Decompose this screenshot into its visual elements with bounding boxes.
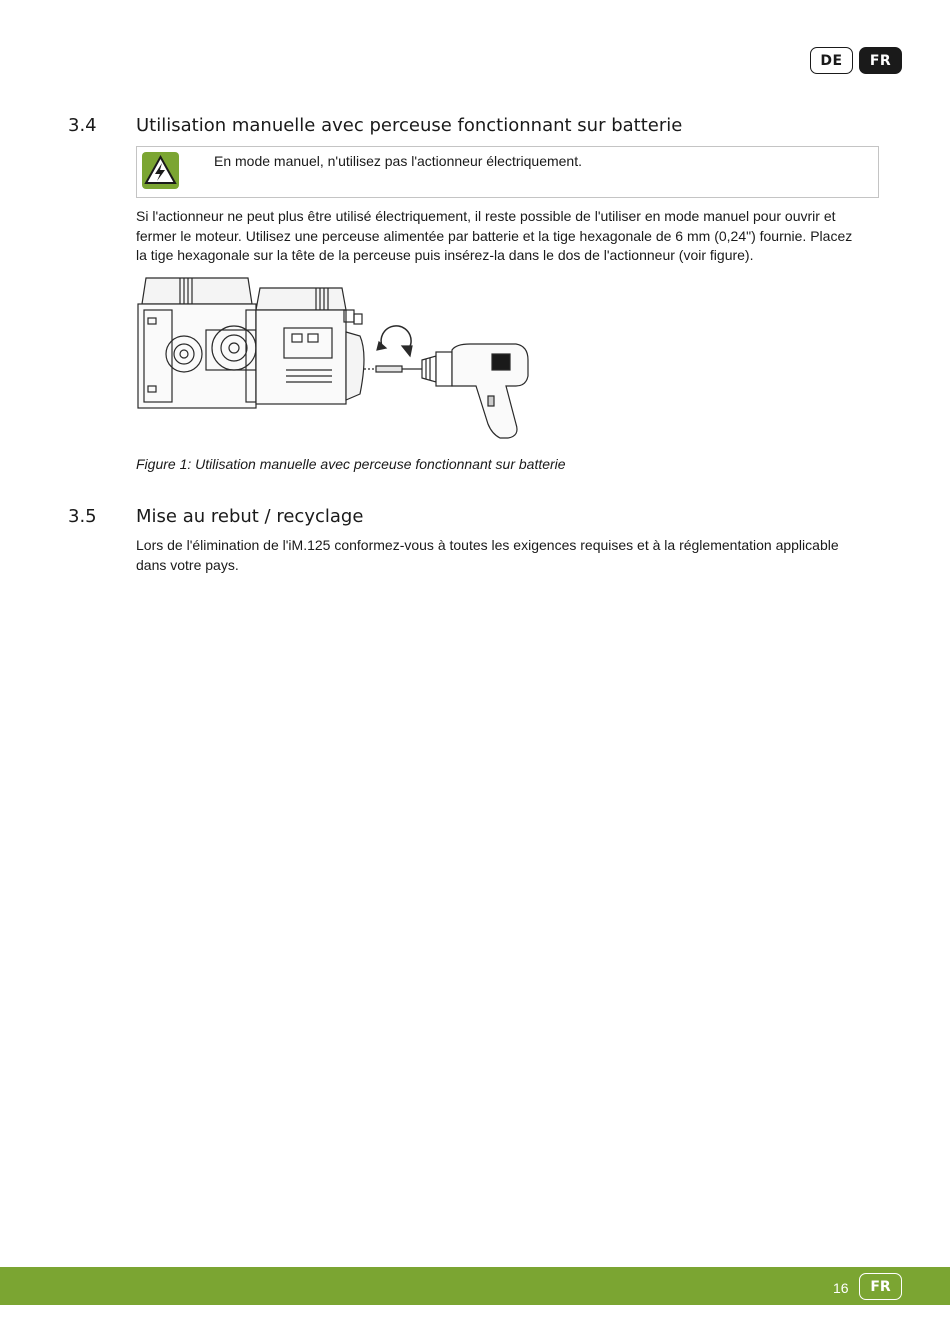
- section-title: Mise au rebut / recyclage: [136, 506, 364, 527]
- section-number: 3.4: [68, 115, 97, 136]
- page-number: 16: [833, 1280, 849, 1296]
- section-3-4-body: Si l'actionneur ne peut plus être utilisé électriquement, il reste possible de l'utiliser en mode manuel pour ouvrir et fermer le moteur. Utilisez une perceuse alimentée par batterie et la tige hexagonale de 6 mm (0,24") fournie. Placez la tige hexagonale sur la tête de la perceuse puis insérez-la dans le dos de l'actionneur (voir figure).: [136, 208, 853, 263]
- warning-text: En mode manuel, n'utilisez pas l'actionneur électriquement.: [214, 153, 582, 169]
- electric-hazard-icon: [142, 152, 179, 189]
- language-de-button[interactable]: DE: [810, 47, 853, 74]
- footer-bar: [0, 1267, 950, 1305]
- section-title: Utilisation manuelle avec perceuse fonctionnant sur batterie: [136, 115, 683, 136]
- drill-actuator-figure: [136, 274, 536, 444]
- warning-box: [136, 146, 879, 198]
- figure-caption: Figure 1: Utilisation manuelle avec perceuse fonctionnant sur batterie: [136, 456, 566, 472]
- section-3-5-body: Lors de l'élimination de l'iM.125 conformez-vous à toutes les exigences requises et à la réglementation applicable dans votre pays.: [136, 537, 839, 573]
- footer-language-badge[interactable]: FR: [859, 1273, 902, 1300]
- section-heading-3-4: [68, 115, 682, 136]
- language-fr-button[interactable]: FR: [859, 47, 902, 74]
- section-number: 3.5: [68, 506, 97, 527]
- section-heading-3-5: [68, 506, 363, 527]
- language-switch: [810, 47, 902, 74]
